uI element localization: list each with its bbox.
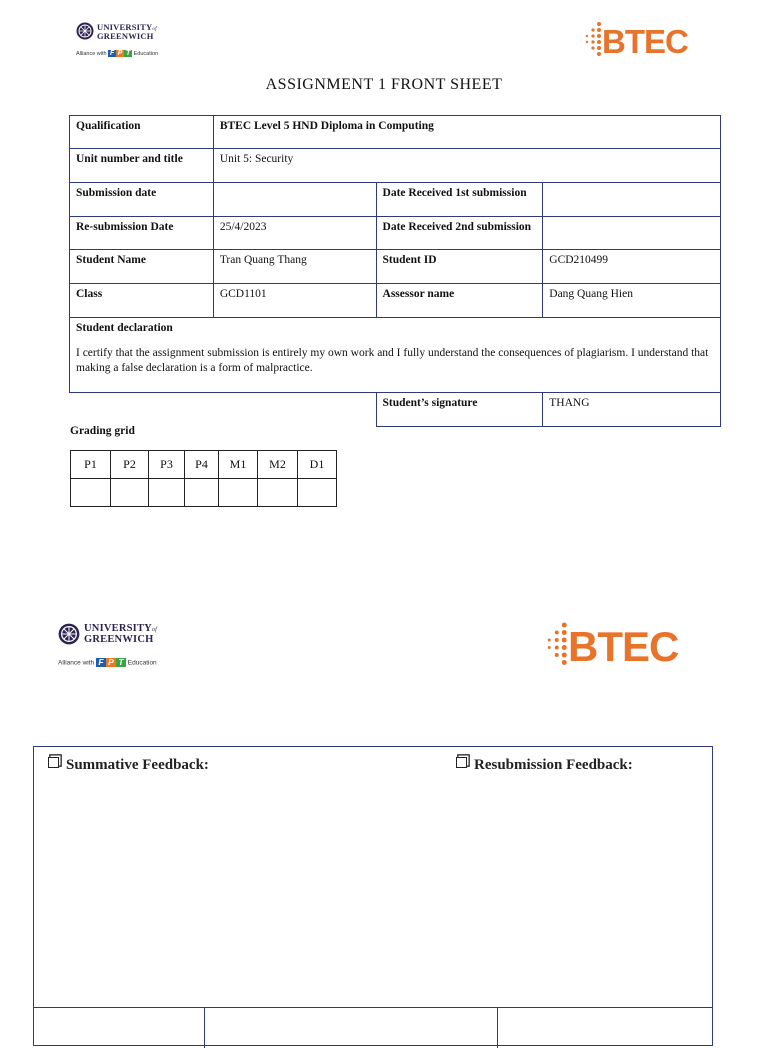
signature-spacer: [70, 393, 377, 427]
received-2nd-label: Date Received 2nd submission: [376, 217, 543, 250]
grade-header-d1: D1: [298, 451, 337, 479]
column-divider: [497, 1008, 498, 1048]
resubmission-date-label: Re-submission Date: [70, 217, 214, 250]
submission-date-label: Submission date: [70, 183, 214, 217]
btec-logo-page2: [545, 620, 700, 672]
feedback-bottom-row: [33, 1007, 713, 1048]
summative-feedback: [48, 757, 209, 774]
unit-label: Unit number and title: [70, 149, 214, 183]
student-id-label: Student ID: [376, 250, 543, 284]
qualification-value: BTEC Level 5 HND Diploma in Computing: [213, 116, 720, 149]
grade-cell-p2[interactable]: [111, 479, 149, 507]
assessor-value: Dang Quang Hien: [543, 284, 721, 318]
feedback-box: [33, 746, 713, 1046]
university-of: of: [152, 27, 157, 32]
declaration-text: I certify that the assignment submission is entirely my own work and I fully understand the consequences of plagiarism. I understand that making a false declaration is a form of malpractice.: [76, 347, 709, 374]
greenwich-logo-page2: [58, 620, 168, 672]
btec-wordmark: BTEC: [568, 623, 679, 670]
signature-value: THANG: [543, 393, 721, 427]
greenwich-word: GREENWICH: [97, 31, 154, 41]
fpt-logo: [96, 658, 126, 668]
signature-label: Student’s signature: [376, 393, 543, 427]
class-value: GCD1101: [213, 284, 376, 318]
alliance-prefix: Alliance with: [76, 51, 107, 58]
greenwich-word: GREENWICH: [84, 633, 154, 645]
fpt-letter-t: T: [116, 658, 126, 667]
fpt-letter-f: F: [96, 658, 106, 667]
fpt-letter-t: T: [125, 50, 131, 57]
grade-header-p2: P2: [111, 451, 149, 479]
university-word: UNIVERSITY: [84, 623, 152, 634]
resubmission-feedback: [456, 757, 633, 774]
alliance-prefix: Alliance with: [58, 659, 95, 667]
checkbox-icon[interactable]: [456, 757, 467, 768]
greenwich-logo: [76, 20, 166, 62]
grade-cell-p3[interactable]: [149, 479, 185, 507]
received-2nd-value: [543, 217, 721, 250]
student-name-label: Student Name: [70, 250, 214, 284]
summative-feedback-label: Summative Feedback:: [66, 757, 209, 773]
btec-dots-icon: [584, 20, 604, 60]
btec-logo: [584, 20, 704, 62]
crest-icon: [76, 22, 94, 40]
fpt-letter-f: F: [109, 50, 115, 57]
fpt-letter-p: P: [106, 658, 116, 667]
declaration-cell: [70, 318, 721, 393]
grade-cell-m2[interactable]: [258, 479, 298, 507]
grade-header-p3: P3: [149, 451, 185, 479]
received-1st-label: Date Received 1st submission: [376, 183, 543, 217]
resubmission-date-value: 25/4/2023: [213, 217, 376, 250]
submission-date-value: [213, 183, 376, 217]
grade-header-m1: M1: [219, 451, 258, 479]
received-1st-value: [543, 183, 721, 217]
fpt-letter-p: P: [117, 50, 123, 57]
alliance-suffix: Education: [127, 659, 157, 667]
fpt-logo: [108, 50, 132, 58]
grade-cell-p4[interactable]: [185, 479, 219, 507]
grading-grid: [70, 450, 337, 507]
qualification-label: Qualification: [70, 116, 214, 149]
grade-cell-d1[interactable]: [298, 479, 337, 507]
front-sheet-table: [69, 115, 721, 427]
page-title: ASSIGNMENT 1 FRONT SHEET: [265, 76, 503, 93]
resubmission-feedback-label: Resubmission Feedback:: [474, 757, 633, 773]
crest-icon: [58, 623, 80, 645]
grade-cell-p1[interactable]: [71, 479, 111, 507]
grade-header-p4: P4: [185, 451, 219, 479]
checkbox-icon[interactable]: [48, 757, 59, 768]
student-name-value: Tran Quang Thang: [213, 250, 376, 284]
unit-value: Unit 5: Security: [213, 149, 720, 183]
column-divider: [204, 1008, 205, 1048]
grade-header-p1: P1: [71, 451, 111, 479]
grade-header-m2: M2: [258, 451, 298, 479]
student-id-value: GCD210499: [543, 250, 721, 284]
university-word: UNIVERSITY: [97, 22, 153, 32]
grade-cell-m1[interactable]: [219, 479, 258, 507]
alliance-suffix: Education: [133, 51, 159, 58]
grading-grid-label: Grading grid: [70, 425, 135, 437]
assessor-label: Assessor name: [376, 284, 543, 318]
class-label: Class: [70, 284, 214, 318]
btec-wordmark: BTEC: [602, 23, 688, 60]
university-of: of: [151, 627, 158, 633]
declaration-title: Student declaration: [76, 322, 173, 334]
